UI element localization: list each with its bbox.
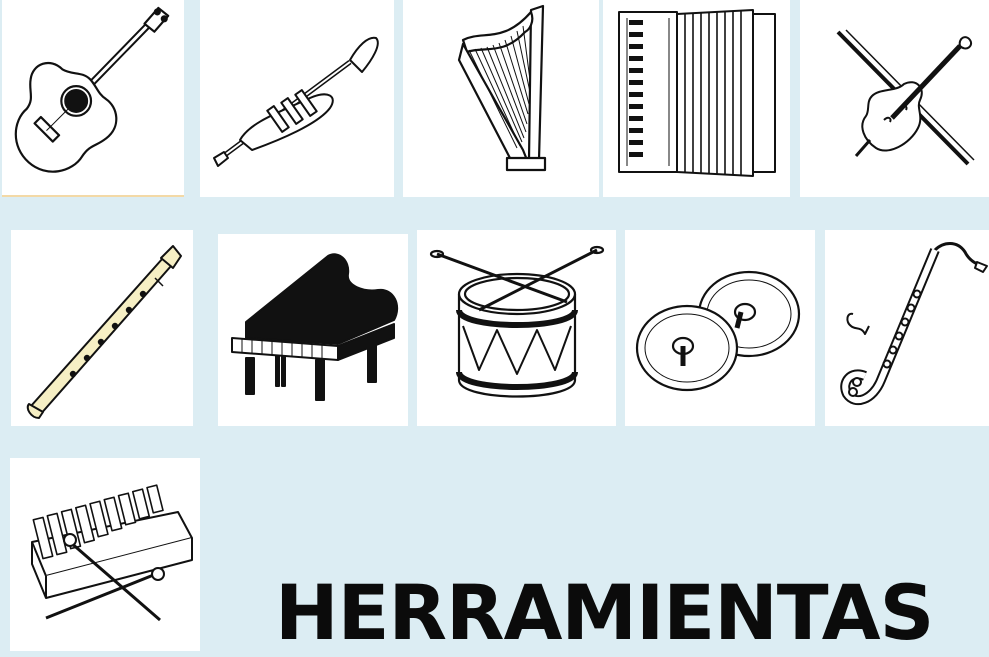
instrument-tile-accordion xyxy=(603,0,790,197)
guitar-icon xyxy=(2,0,184,195)
instrument-tile-violin xyxy=(800,0,989,197)
instrument-tile-guitar xyxy=(2,0,184,197)
instrument-tile-saxophone xyxy=(825,230,989,426)
instrument-tile-trumpet xyxy=(200,0,394,197)
drum-icon xyxy=(417,230,616,426)
trumpet-icon xyxy=(200,0,394,197)
cymbals-icon xyxy=(625,230,815,426)
accordion-icon xyxy=(603,0,790,197)
instrument-tile-piano xyxy=(218,234,408,426)
instrument-tile-cymbals xyxy=(625,230,815,426)
instrument-tile-drum xyxy=(417,230,616,426)
instrument-tile-harp xyxy=(403,0,599,197)
harp-icon xyxy=(403,0,599,197)
instrument-tile-recorder xyxy=(11,230,193,426)
recorder-icon xyxy=(11,230,193,426)
piano-icon xyxy=(218,234,408,426)
saxophone-icon xyxy=(825,230,989,426)
page-title: HERRAMIENTAS xyxy=(275,568,934,657)
violin-icon xyxy=(800,0,989,197)
instrument-tile-xylophone xyxy=(10,458,200,651)
xylophone-icon xyxy=(10,458,200,651)
